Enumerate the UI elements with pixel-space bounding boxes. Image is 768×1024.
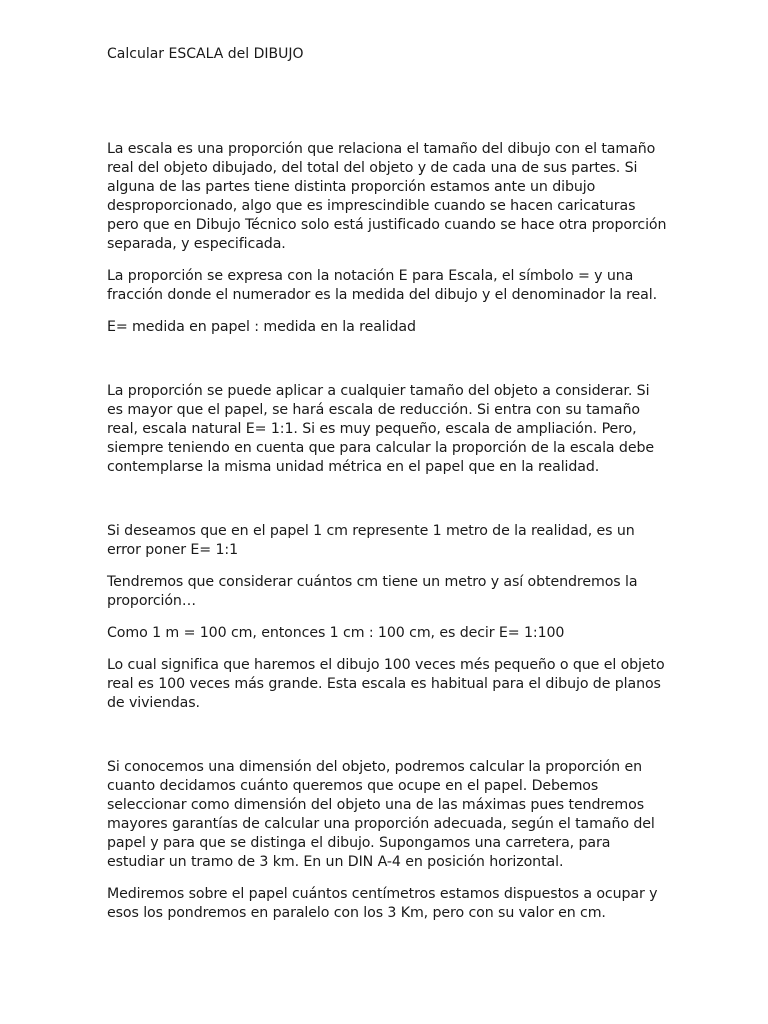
text-line: Si conocemos una dimensión del objeto, podremos calcular la proporción en [107,759,642,775]
text-line: pero que en Dibujo Técnico solo está justificado cuando se hace otra proporción [107,217,667,234]
text-line: error poner E= 1:1 [107,542,238,559]
text-line: contemplarse la misma unidad métrica en el papel que en la realidad. [107,459,600,476]
paragraph-formula [107,318,667,337]
text-line: alguna de las partes tiene distinta proporción estamos ante un dibujo [107,179,596,196]
text-line: La proporción se expresa con la notación E para Escala, el símbolo = y una [107,268,634,284]
text-line: esos los pondremos en paralelo con los 3 Km, pero con su valor en cm. [107,905,606,922]
text-line: cuanto decidamos cuánto queremos que ocupe en el papel. Debemos [107,778,599,795]
paragraph-meaning [107,656,667,713]
text-line: papel y para que se distinga el dibujo. Supongamos una carretera, para [107,835,611,852]
paragraph-definition [107,140,667,255]
paragraph-notation [107,267,667,305]
text-line: mayores garantías de calcular una proporción adecuada, según el tamaño del [107,816,655,833]
text-line: seleccionar como dimensión del objeto una de las máximas pues tendremos [107,797,645,814]
paragraph-calculation [107,624,667,643]
text-line: fracción donde el numerador es la medida del dibujo y el denominador la real. [107,287,657,304]
text-line: real del objeto dibujado, del total del objeto y de cada una de sus partes. Si [107,160,638,177]
text-line: proporción… [107,593,196,610]
text-line: estudiar un tramo de 3 km. En un DIN A-4 en posición horizontal. [107,854,564,871]
text-line: real, escala natural E= 1:1. Si es muy pequeño, escala de ampliación. Pero, [107,421,637,438]
text-line: La escala es una proporción que relaciona el tamaño del dibujo con el tamaño [107,141,656,157]
text-line: de viviendas. [107,695,200,712]
text-line: E= medida en papel : medida en la realidad [107,319,416,335]
paragraph-application [107,382,667,477]
text-line: desproporcionado, algo que es imprescindible cuando se hacen caricaturas [107,198,636,215]
text-line: La proporción se puede aplicar a cualquier tamaño del objeto a considerar. Si [107,383,650,399]
paragraph-dimension [107,758,667,873]
document-title: Calcular ESCALA del DIBUJO [107,46,304,62]
paragraph-measure [107,885,667,923]
paragraph-example-error [107,522,667,560]
text-line: Lo cual significa que haremos el dibujo 100 veces més pequeño o que el objeto [107,657,665,673]
paragraph-consider [107,573,667,611]
text-line: es mayor que el papel, se hará escala de reducción. Si entra con su tamaño [107,402,640,419]
text-line: Tendremos que considerar cuántos cm tiene un metro y así obtendremos la [107,574,638,590]
text-line: real es 100 veces más grande. Esta escala es habitual para el dibujo de planos [107,676,661,693]
text-line: Como 1 m = 100 cm, entonces 1 cm : 100 cm, es decir E= 1:100 [107,625,565,641]
text-line: siempre teniendo en cuenta que para calcular la proporción de la escala debe [107,440,654,457]
text-line: Si deseamos que en el papel 1 cm represente 1 metro de la realidad, es un [107,523,635,539]
text-line: Mediremos sobre el papel cuántos centímetros estamos dispuestos a ocupar y [107,886,658,902]
text-line: separada, y especificada. [107,236,286,253]
